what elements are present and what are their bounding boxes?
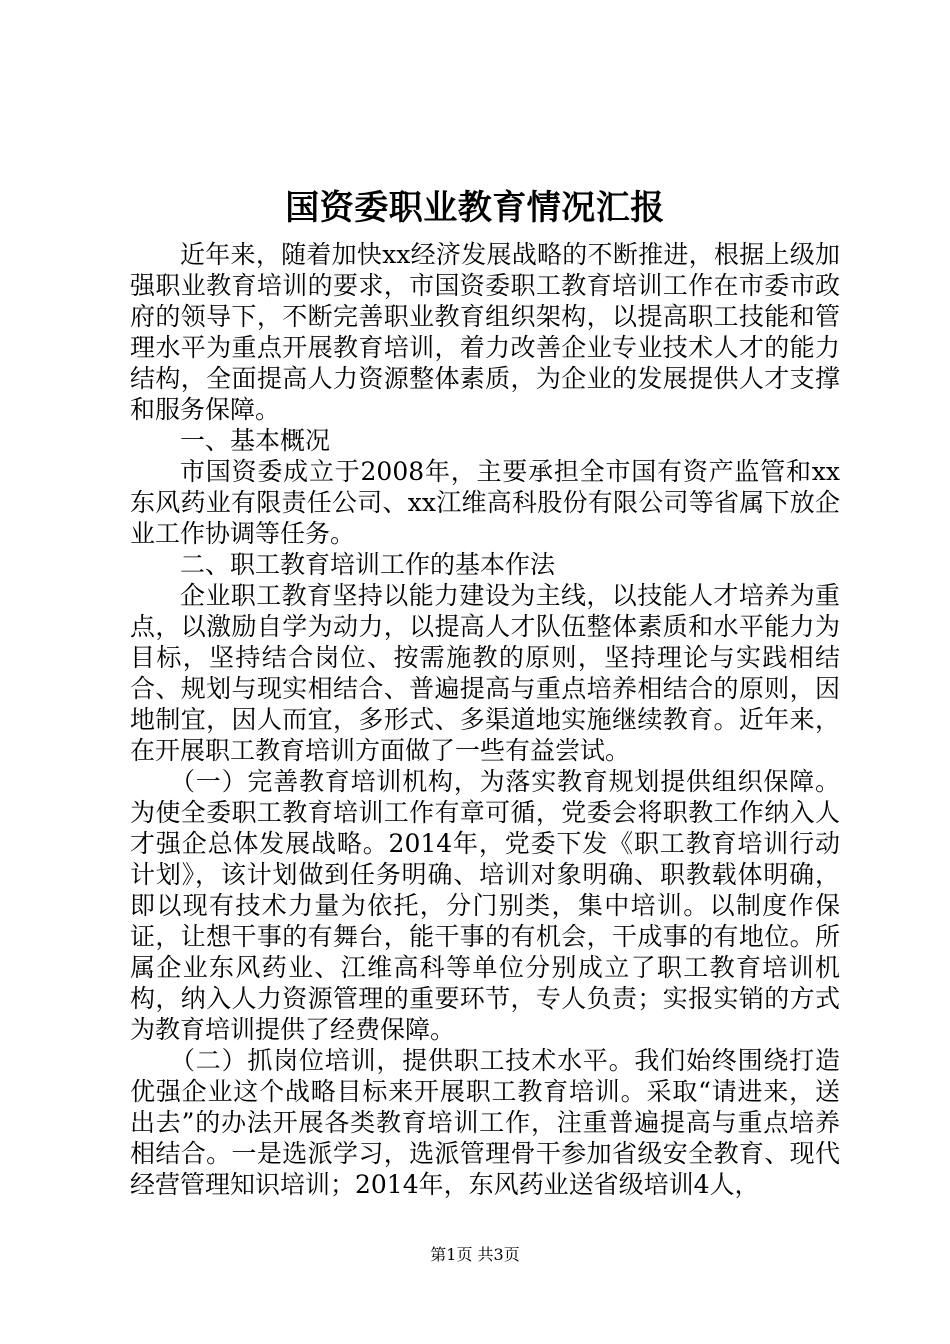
page-number-footer: 第1页 共3页 [430, 1245, 520, 1264]
paragraph-intro: 近年来，随着加快xx经济发展战略的不断推进，根据上级加强职业教育培训的要求，市国资委职工教育培训工作在市委市政府的领导下，不断完善职业教育组织架构，以提高职工技能和管理水平为重点开展教育培训，着力改善企业专业技术人才的能力结构，全面提高人力资源整体素质，为企业的发展提供人才支撑和服务保障。 [130, 240, 840, 424]
section-heading-overview: 一、基本概况 [180, 426, 331, 455]
document-body [130, 239, 840, 1200]
paragraph-subsection-2: （二）抓岗位培训，提供职工技术水平。我们始终围绕打造优强企业这个战略目标来开展职工教育培训。采取“请进来，送出去”的办法开展各类教育培训工作，注重普遍提高与重点培养相结合。一是选派学习，选派管理骨干参加省级安全教育、现代经营管理知识培训；2014年，东风药业送省级培训4人， [130, 1046, 840, 1199]
paragraph-subsection-1: （一）完善教育培训机构，为落实教育规划提供组织保障。为使全委职工教育培训工作有章可循，党委会将职教工作纳入人才强企总体发展战略。2014年，党委下发《职工教育培训行动计划》，该计划做到任务明确、培训对象明确、职教载体明确，即以现有技术力量为依托，分门别类，集中培训。以制度作保证，让想干事的有舞台，能干事的有机会，干成事的有地位。所属企业东风药业、江维高科等单位分别成立了职工教育培训机构，纳入人力资源管理的重要环节，专人负责；实报实销的方式为教育培训提供了经费保障。 [130, 767, 840, 1044]
paragraph-practices: 企业职工教育坚持以能力建设为主线，以技能人才培养为重点，以激励自学为动力，以提高人才队伍整体素质和水平能力为目标，坚持结合岗位、按需施教的原则，坚持理论与实践相结合、规划与现实相结合、普遍提高与重点培养相结合的原则，因地制宜，因人而宜，多形式、多渠道地实施继续教育。近年来，在开展职工教育培训方面做了一些有益尝试。 [130, 581, 840, 765]
section-heading-practices: 二、职工教育培训工作的基本作法 [180, 550, 556, 579]
document-title: 国资委职业教育情况汇报 [285, 188, 665, 228]
paragraph-overview: 市国资委成立于2008年，主要承担全市国有资产监管和xx东风药业有限责任公司、xx江维高科股份有限公司等省属下放企业工作协调等任务。 [130, 457, 840, 548]
